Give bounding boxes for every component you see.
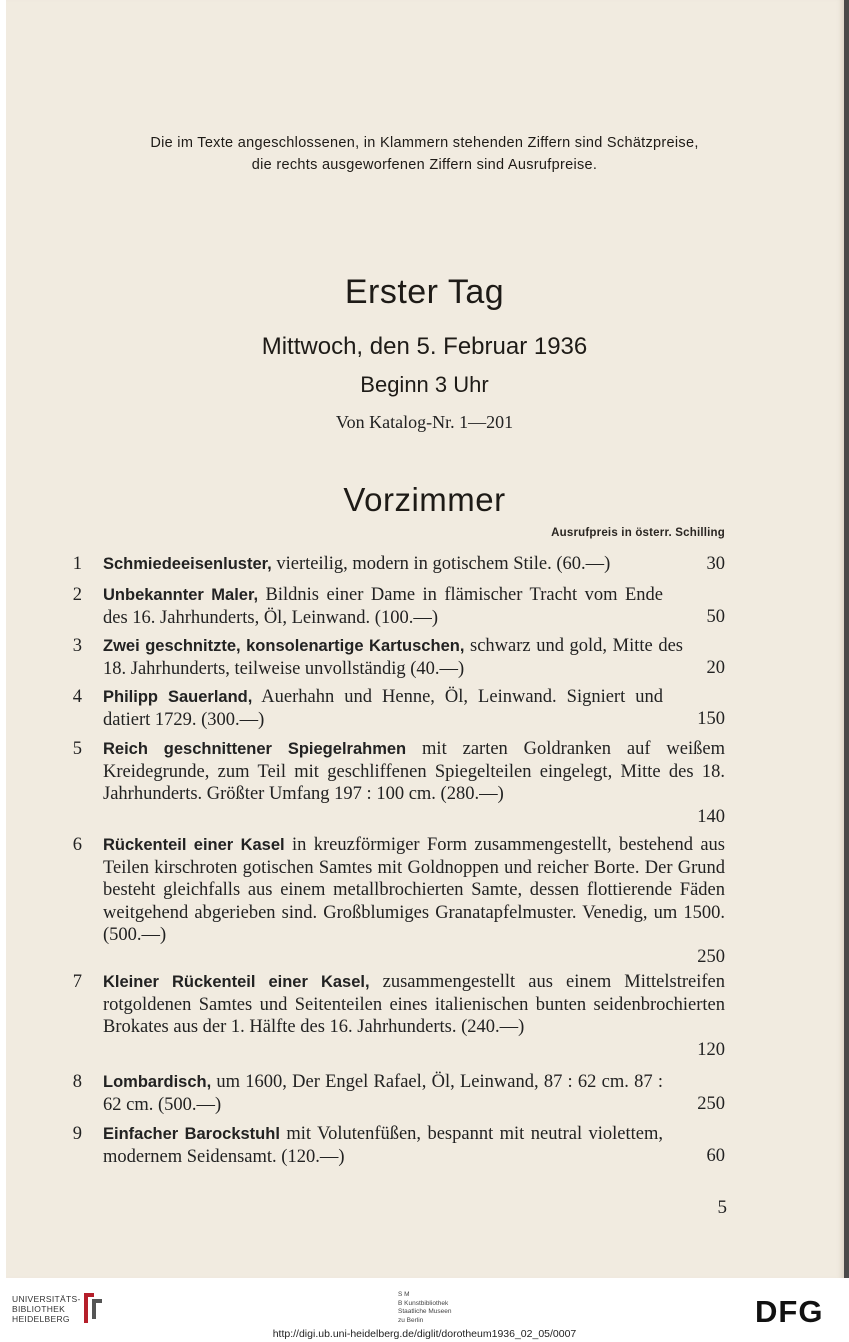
lot-title: Lombardisch, (103, 1073, 212, 1091)
room-title: Vorzimmer (343, 481, 506, 518)
notice-line-2: die rechts ausgeworfenen Ziffern sind Ausrufpreise. (251, 157, 598, 173)
lot-price: 120 (697, 1040, 725, 1060)
lot-description (103, 584, 663, 629)
lot-description (103, 738, 725, 806)
lot-details: vierteilig, modern in gotischem Stile. (60.—) (271, 554, 611, 574)
lot-title: Kleiner Rückenteil einer Kasel, (103, 973, 370, 991)
dfg-logo[interactable] (755, 1296, 837, 1326)
lot-number: 6 (72, 835, 82, 855)
lot-price: 250 (697, 947, 725, 967)
day-title: Erster Tag (344, 273, 505, 311)
lot-number: 7 (72, 972, 82, 992)
lot-description (103, 1071, 663, 1116)
lot-description (103, 1123, 663, 1168)
lot-number: 9 (72, 1124, 82, 1144)
lot-price: 140 (697, 807, 725, 827)
lot-title: Unbekannter Maler, (103, 586, 259, 604)
session-time: Beginn 3 Uhr (360, 372, 489, 397)
dfg-logo-text: DFG (755, 1296, 824, 1326)
stamp-line: zu Berlin (398, 1316, 424, 1324)
lot-title: Schmiedeeisenluster, (103, 555, 272, 573)
lot-description (103, 553, 725, 576)
price-note: Ausrufpreis in österr. Schilling (551, 527, 725, 539)
lot-description (103, 971, 725, 1039)
lot-title: Zwei geschnitzte, konsolenartige Kartuschen, (103, 637, 465, 655)
university-library-logo[interactable] (12, 1294, 81, 1324)
permalink-url[interactable]: http://digi.ub.uni-heidelberg.de/diglit/dorotheum1936_02_05/0007 (272, 1328, 577, 1340)
lot-details: Bildnis einer Dame in flämischer Tracht vom Ende des 16. Jahrhunderts, Öl, Leinwand. (100.—) (103, 585, 664, 628)
library-stamp (398, 1291, 451, 1325)
lot-title: Einfacher Barockstuhl (103, 1125, 280, 1143)
lot-number: 2 (72, 585, 82, 605)
library-mark-icon (80, 1291, 104, 1325)
lot-description (103, 635, 683, 680)
lot-details: zusammengestellt aus einem Mittelstreifen rotgoldenen Samtes und Seitenteilen eines italienischen bunten seidenbrochierten Brokates aus der 1. Hälfte des 16. Jahrhunderts. (240.—) (103, 972, 725, 1037)
lot-details: mit Volutenfüßen, bespannt mit neutral violettem, modernem Seidensamt. (120.—) (103, 1124, 664, 1167)
lot-title: Rückenteil einer Kasel (103, 836, 285, 854)
lot-details: Auerhahn und Henne, Öl, Leinwand. Signiert und datiert 1729. (300.—) (103, 687, 663, 730)
lot-title: Reich geschnittener Spiegelrahmen (103, 740, 407, 758)
lot-price: 50 (706, 607, 725, 627)
lot-price: 250 (697, 1094, 725, 1114)
lot-title: Philipp Sauerland, (103, 688, 253, 706)
lot-details: um 1600, Der Engel Rafael, Öl, Leinwand, 87 : 62 cm. 87 : 62 cm. (500.—) (103, 1072, 663, 1115)
session-date: Mittwoch, den 5. Februar 1936 (261, 333, 588, 360)
logo-text-line: BIBLIOTHEK (12, 1304, 66, 1314)
page-number: 5 (717, 1197, 727, 1218)
lot-number: 8 (72, 1072, 82, 1092)
stamp-line: S M (398, 1291, 410, 1298)
lot-details: in kreuzförmiger Form zusammengestellt, bestehend aus Teilen kirschroten gotischen Samtes mit Goldnoppen und reicher Borte. Der Grund besteht gleichfalls aus einem metallbrochierten Samte, dessen flottierende Fäden weitgehend abgerieben sind. Großblumiges Granatapfelmuster. Venedig, um 1500. (500.—) (103, 835, 726, 945)
lot-number: 1 (72, 554, 82, 574)
lot-price: 30 (706, 554, 725, 574)
lot-number: 4 (72, 687, 82, 707)
lot-price: 60 (706, 1146, 725, 1166)
lot-details: schwarz und gold, Mitte des 18. Jahrhunderts, teilweise unvollständig (40.—) (103, 636, 683, 679)
page-edge (844, 0, 849, 1278)
lot-price: 150 (697, 709, 725, 729)
lot-number: 5 (72, 739, 82, 759)
catalog-range: Von Katalog-Nr. 1—201 (335, 412, 514, 432)
stamp-line: Staatliche Museen (398, 1308, 452, 1315)
notice-line-1: Die im Texte angeschlossenen, in Klammern stehenden Ziffern sind Schätzpreise, (150, 135, 699, 151)
lot-number: 3 (72, 636, 82, 656)
logo-text-line: HEIDELBERG (12, 1314, 70, 1324)
lot-details: mit zarten Goldranken auf weißem Kreidegrunde, zum Teil mit geschliffenen Spiegelteilen eingelegt, Mitte des 18. Jahrhunderts. Größter Umfang 197 : 100 cm. (280.—) (103, 739, 725, 804)
lot-description (103, 834, 725, 947)
logo-text-line: UNIVERSITÄTS- (12, 1294, 81, 1304)
lot-price: 20 (706, 658, 725, 678)
lot-description (103, 686, 663, 731)
stamp-line: B Kunstbibliothek (398, 1299, 449, 1307)
